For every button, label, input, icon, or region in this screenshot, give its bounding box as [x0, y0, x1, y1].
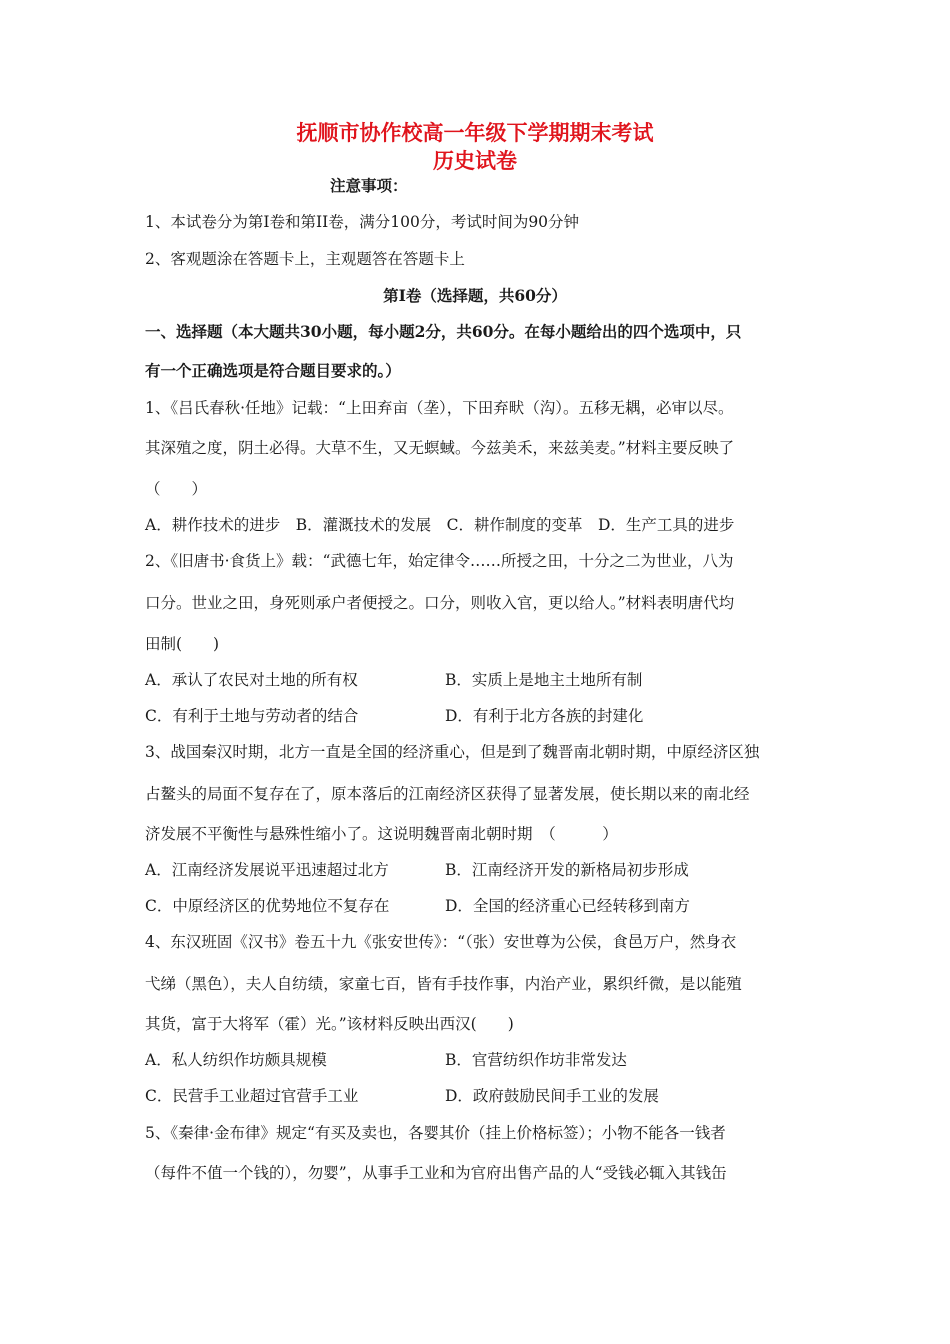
question-5-line2: （每件不值一个钱的），勿婴”，从事手工业和为官府出售产品的人“受钱必辄入其钱缶	[145, 1164, 727, 1182]
exam-title: 抚顺市协作校高一年级下学期期末考试	[296, 120, 654, 145]
question-1-line2: 其深殖之度，阴土必得。大草不生，又无螟蜮。今兹美禾，来兹美麦。”材料主要反映了	[145, 439, 735, 457]
question-2-option-b: B．实质上是地主土地所有制	[445, 671, 643, 689]
question-4-line1: 4、东汉班固《汉书》卷五十九《张安世传》：“（张）安世尊为公侯，食邑万户，然身衣	[145, 933, 737, 951]
question-4-line3: 其货，富于大将军（霍）光。”该材料反映出西汉( )	[145, 1015, 514, 1033]
question-2-line1: 2、《旧唐书·食货上》载：“武德七年，始定律令……所授之田，十分之二为世业，八为	[145, 552, 734, 570]
notice-item-1: 1、本试卷分为第I卷和第II卷，满分100分，考试时间为90分钟	[145, 213, 580, 231]
question-3-line1: 3、战国秦汉时期，北方一直是全国的经济重心，但是到了魏晋南北朝时期，中原经济区独	[145, 743, 760, 761]
question-2-option-d: D．有利于北方各族的封建化	[445, 707, 644, 725]
question-4-option-d: D．政府鼓励民间手工业的发展	[445, 1087, 659, 1105]
question-3-line2: 占鳌头的局面不复存在了，原本落后的江南经济区获得了显著发展，使长期以来的南北经	[145, 785, 750, 803]
notice-item-2: 2、客观题涂在答题卡上，主观题答在答题卡上	[145, 250, 465, 268]
question-4-option-b: B．官营纺织作坊非常发达	[445, 1051, 627, 1069]
question-3-option-a: A．江南经济发展说平迅速超过北方	[145, 861, 389, 879]
question-1-line1: 1、《吕氏春秋·任地》记载：“上田弃亩（垄），下田弃畎（沟）。五移无耦，必审以尽。	[145, 399, 734, 417]
exam-subtitle: 历史试卷	[433, 148, 517, 173]
question-4-option-a: A．私人纺织作坊颇具规模	[145, 1051, 327, 1069]
question-2-option-a: A．承认了农民对土地的所有权	[145, 671, 358, 689]
question-5-line1: 5、《秦律·金布律》规定“有买及卖也，各婴其价（挂上价格标签）；小物不能各一钱者	[145, 1124, 726, 1142]
question-3-line3: 济发展不平衡性与悬殊性缩小了。这说明魏晋南北朝时期 （ ）	[145, 825, 618, 843]
question-2-line2: 口分。世业之田，身死则承户者便授之。口分，则收入官，更以给人。”材料表明唐代均	[145, 594, 735, 612]
question-1-line3: （ ）	[145, 480, 208, 498]
question-3-option-b: B．江南经济开发的新格局初步形成	[445, 861, 689, 879]
question-4-option-c: C．民营手工业超过官营手工业	[145, 1087, 359, 1105]
section-instructions-line2: 有一个正确选项是符合题目要求的。）	[145, 361, 401, 380]
question-4-line2: 弋绨（黑色），夫人自纺绩，家童七百，皆有手技作事，内治产业，累织纤微，是以能殖	[145, 975, 742, 993]
question-1-options: A．耕作技术的进步 B．灌溉技术的发展 C．耕作制度的变革 D．生产工具的进步	[145, 516, 735, 534]
notice-heading: 注意事项：	[330, 176, 408, 195]
question-3-option-d: D．全国的经济重心已经转移到南方	[445, 897, 690, 915]
section-heading: 第I卷（选择题，共60分）	[383, 286, 567, 305]
question-2-line3: 田制( )	[145, 635, 220, 653]
section-instructions-line1: 一、选择题（本大题共30小题，每小题2分，共60分。在每小题给出的四个选项中，只	[145, 322, 742, 341]
question-2-option-c: C．有利于土地与劳动者的结合	[145, 707, 359, 725]
question-3-option-c: C．中原经济区的优势地位不复存在	[145, 897, 390, 915]
